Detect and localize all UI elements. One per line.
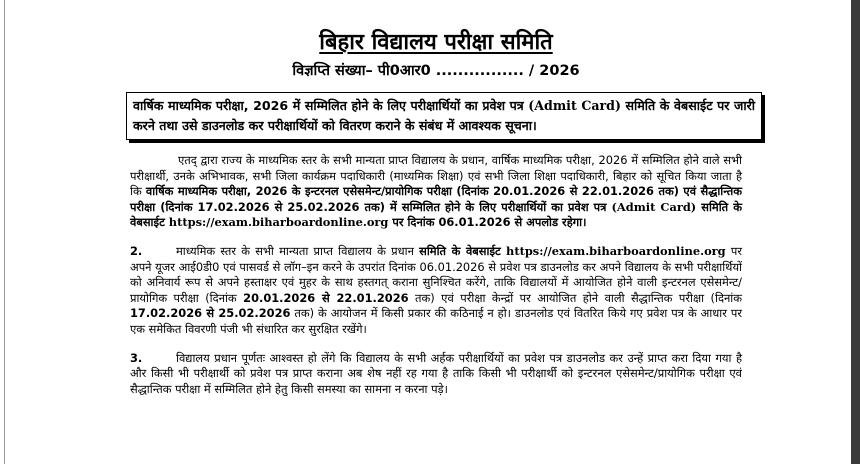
para2-text-4: तक) के आयोजन में किसी प्रकार की कठिनाई न हो। डाउनलोड एवं वितरित किये गए प्रवेश पत्र के आधार पर एक समेकित विवरणी पंजी भी संधारित कर सुरक्षित रखेंगे। xyxy=(130,306,742,336)
notification-number: विज्ञप्ति संख्या– पी0आर0 ................ / 2026 xyxy=(292,63,580,79)
subject-text-2: समिति के वेबसाईट पर जारी करने तथा उसे डाउनलोड कर परीक्षार्थियों को वितरण कराने के संबंध में आवश्यक सूचना। xyxy=(133,98,755,133)
para1-text: एतद् द्वारा राज्य के माध्यमिक स्तर के सभी मान्यता प्राप्त विद्यालय के प्रधान, वार्षिक माध्यमिक परीक्षा, 2026 में सम्मिलित होने वाले सभी परीक्षार्थी, उनके अभिभावक, सभी जिला कार्यक्रम पदाधिकारी (माध्यमिक शिक्षा) एवं सभी जिला शिक्षा पदाधिकारी, बिहार को सूचित किया जाता है कि xyxy=(130,153,742,199)
paragraph-3 xyxy=(130,351,742,398)
scrollbar[interactable] xyxy=(851,0,860,464)
para1-admit-card: (Admit Card) xyxy=(611,199,697,214)
para2-dates-2: 17.02.2026 से 25.02.2026 xyxy=(130,306,291,321)
para2-text-1: माध्यमिक स्तर के सभी मान्यता प्राप्त विद्यालय के प्रधान xyxy=(176,243,420,258)
subject-box xyxy=(126,92,762,140)
para3-text: विद्यालय प्रधान पूर्णतः आश्वस्त हो लेंगे कि विद्यालय के सभी अर्हक परीक्षार्थियों का प्रवेश पत्र डाउनलोड कर उन्हें प्राप्त करा दिया गया है और किसी भी परीक्षार्थी को प्रवेश पत्र प्राप्त कराना अब शेष नहीं रह गया है ताकि किसी भी परीक्षार्थी को इन्टरनल एसेसमेन्ट/प्रायोगिक परीक्षा एवं सैद्धान्तिक परीक्षा में सम्मिलित होने हेतु किसी समस्या का सामना न करना पड़े। xyxy=(130,350,742,396)
para2-text-3: तक) एवं परीक्षा केन्द्रों पर आयोजित होने वाली सैद्धान्तिक परीक्षा (दिनांक xyxy=(408,290,743,305)
para2-number: 2. xyxy=(130,243,143,258)
para1-bold-2: समिति के वेबसाईट xyxy=(130,199,742,230)
para2-text-2: पर अपने यूजर आई0डी0 एवं पासवर्ड से लॉग–इन करने के उपरांत दिनांक 06.01.2026 से प्रवेश पत्र डाउनलोड कर अपने विद्यालय के सभी परीक्षार्थियों को अनिवार्य रूप से अपने हस्ताक्षर एवं मुहर के साथ हस्तगत् कराना सुनिश्चित करेंगे, ताकि विद्यालयों में आयोजित होने वाली इन्टरनल एसेसमेन्ट/प्रायोगिक परीक्षा (दिनांक xyxy=(130,243,743,305)
page-edge xyxy=(4,0,5,464)
page-title: बिहार विद्यालय परीक्षा समिति xyxy=(319,30,553,55)
paragraph-1 xyxy=(130,153,742,231)
para2-dates-1: 20.01.2026 से 22.01.2026 xyxy=(243,290,409,305)
para3-number: 3. xyxy=(130,350,143,365)
para1-bold-3: पर दिनांक 06.01.2026 से अपलोड रहेगा। xyxy=(388,215,587,230)
document-page xyxy=(130,28,755,397)
para2-bold-1: समिति के वेबसाईट xyxy=(419,243,501,258)
para1-website-link[interactable]: https://exam.biharboardonline.org xyxy=(168,215,389,230)
subject-text-1: वार्षिक माध्यमिक परीक्षा, 2026 में सम्मिलित होने के लिए परीक्षार्थियों का प्रवेश पत्र xyxy=(133,98,529,113)
paragraph-2 xyxy=(130,244,742,338)
para1-bold-1: वार्षिक माध्यमिक परीक्षा, 2026 के इन्टरनल एसेसमेन्ट/प्रायोगिक परीक्षा (दिनांक 20.01.2026 से 22.01.2026 तक) एवं सैद्धान्तिक परीक्षा (दिनांक 17.02.2026 से 25.02.2026 तक) में सम्मिलित होने के लिए परीक्षार्थियों का प्रवेश पत्र xyxy=(130,184,742,214)
para2-website-link[interactable]: https://exam.biharboardonline.org xyxy=(506,243,726,258)
subject-admit-card: (Admit Card) xyxy=(528,98,621,113)
